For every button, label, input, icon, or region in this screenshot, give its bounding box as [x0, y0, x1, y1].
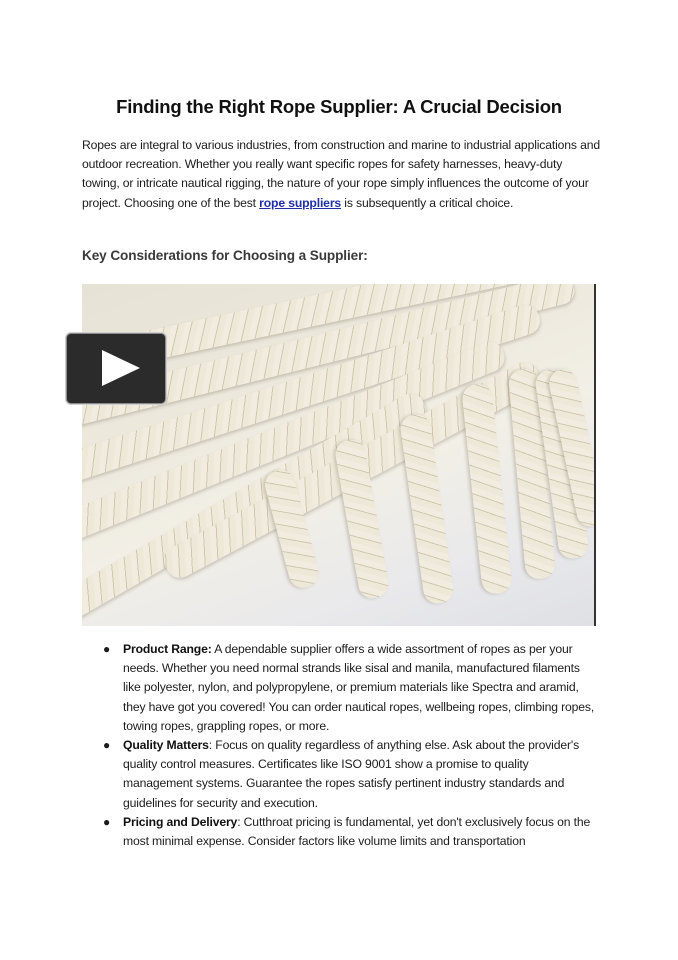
item-label: Quality Matters [123, 738, 209, 753]
section-heading: Key Considerations for Choosing a Supplier: [82, 248, 368, 263]
item-text: : Focus on quality regardless of anything else. Ask about the provider's quality control measures. Certificates like ISO 9001 show a promise to quality management systems. Guarantee the ropes satisfy pertinent industry standards and guidelines for security and execution. [123, 738, 580, 810]
item-text: : Cutthroat pricing is fundamental, yet don't exclusively focus on the most minimal expense. Consider factors like volume limits and transportation [123, 814, 591, 849]
item-text: A dependable supplier offers a wide assortment of ropes as per your needs. Whether you need normal strands like sisal and manila, manufactured filaments like polyester, nylon, and polypropylene, or premium materials like Spectra and aramid, they have got you covered! You can order nautical ropes, wellbeing ropes, climbing ropes, towing ropes, grappling ropes, or more. [123, 642, 595, 733]
list-item-product-range [100, 640, 600, 736]
list-item-quality-matters [100, 736, 600, 813]
rope-strand [399, 413, 455, 605]
item-label: Pricing and Delivery [123, 814, 238, 829]
bullet-icon: ● [103, 642, 111, 656]
intro-paragraph [82, 136, 602, 213]
video-play-button[interactable] [66, 333, 166, 404]
play-icon [102, 350, 140, 386]
page-title: Finding the Right Rope Supplier: A Crucial Decision [116, 96, 562, 117]
rope-suppliers-link[interactable]: rope suppliers [259, 195, 342, 210]
considerations-list [100, 640, 600, 851]
intro-text-end: is subsequently a critical choice. [341, 195, 514, 210]
bullet-icon: ● [103, 814, 111, 829]
bullet-icon: ● [103, 738, 111, 753]
rope-strand [461, 383, 513, 595]
intro-text: Ropes are integral to various industries, from construction and marine to industrial applications and outdoor recreation. Whether you really want specific ropes for safety harnesses, heavy-duty towing, or intricate nautical rigging, the nature of your rope simply influences the outcome of your project. Choosing one of the best [82, 138, 600, 210]
item-label: Product Range: [123, 642, 212, 656]
list-item-pricing-delivery [100, 813, 600, 851]
